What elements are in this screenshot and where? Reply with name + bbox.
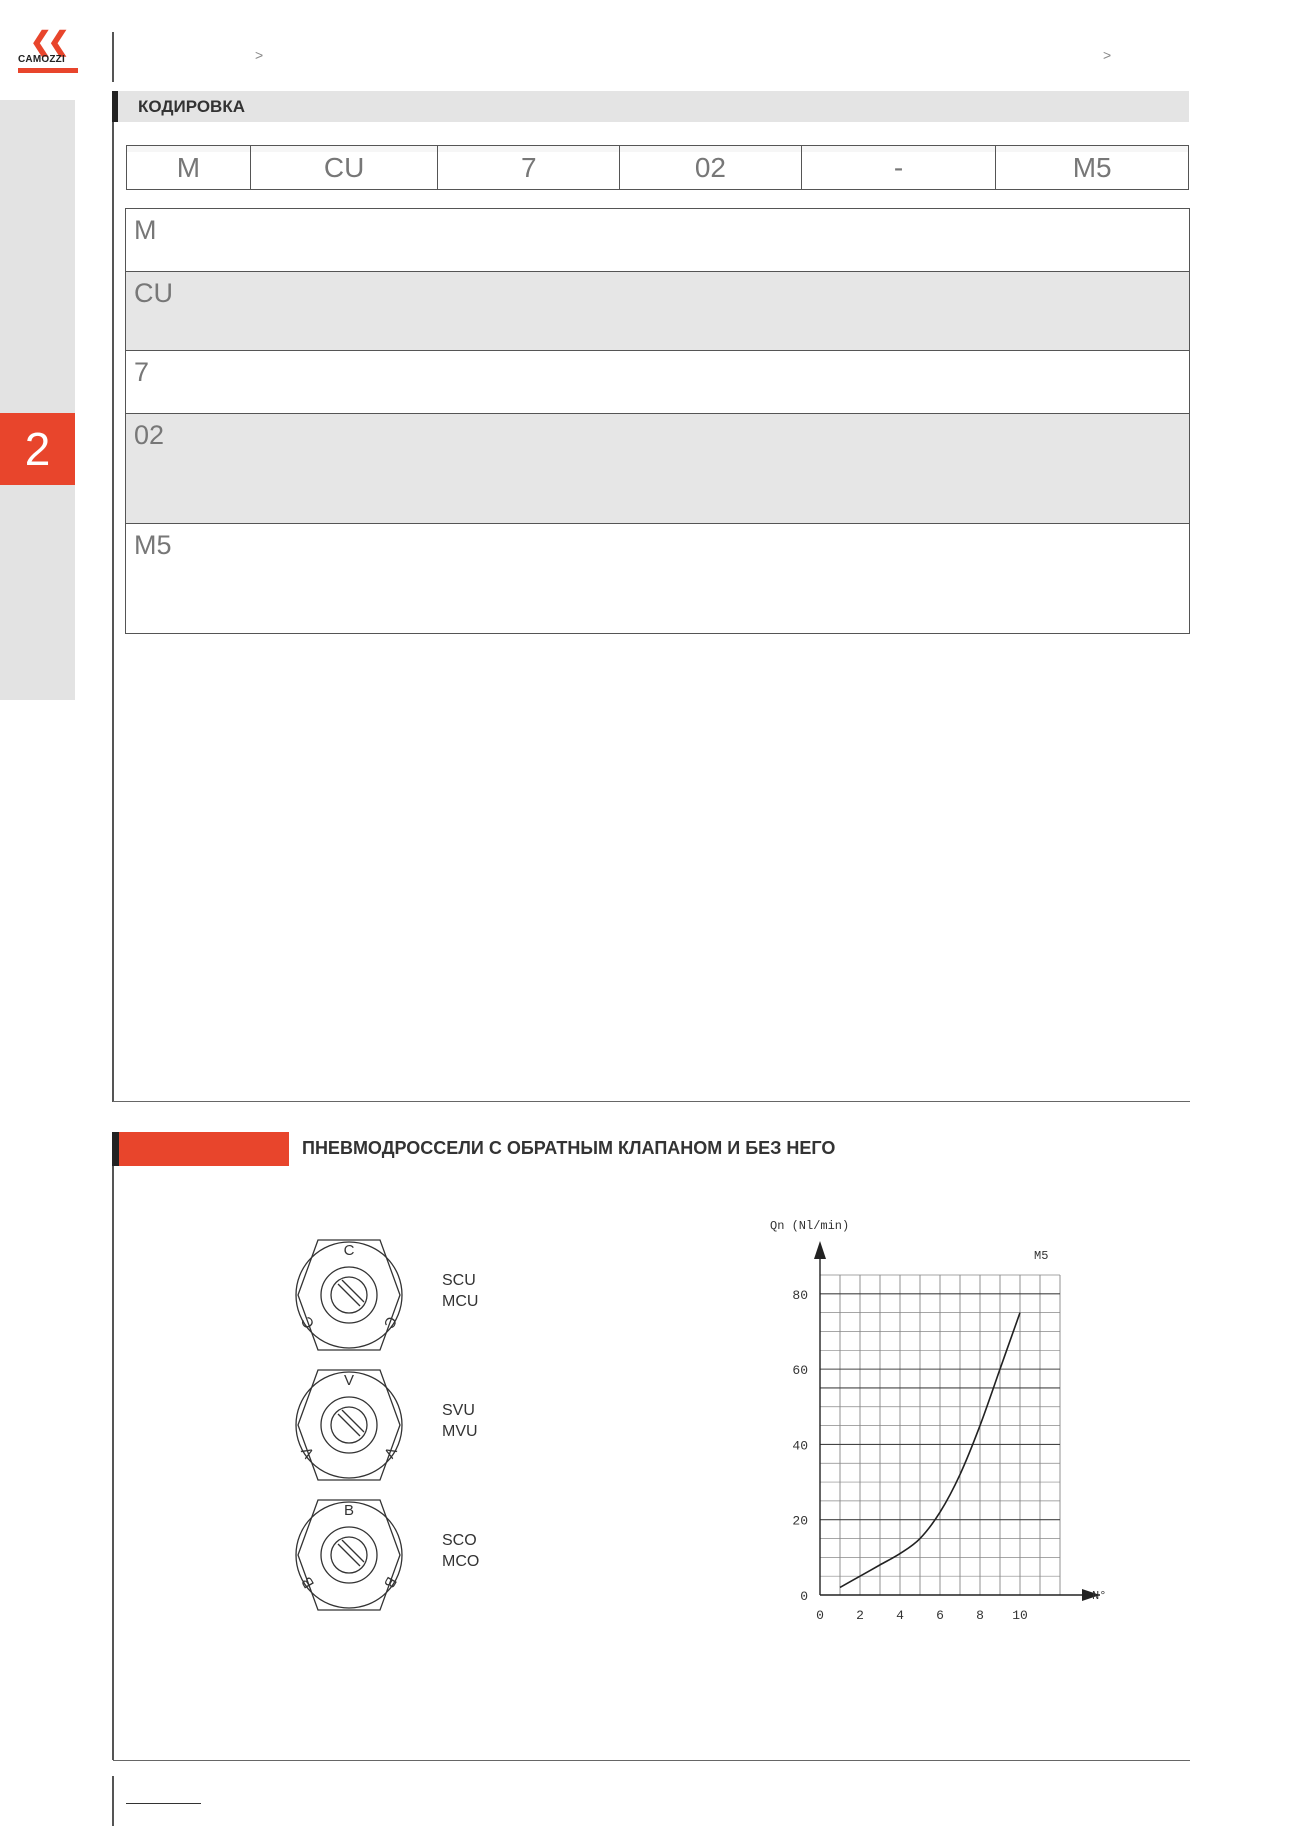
drawing-marking: C xyxy=(298,1313,319,1332)
table-row xyxy=(126,351,1189,414)
drawing-label: SVU xyxy=(442,1402,475,1419)
footer-rule xyxy=(126,1803,201,1804)
series-label-m5: M5 xyxy=(1034,1249,1049,1263)
drawing-marking: V xyxy=(343,1372,355,1389)
drawing-marking: C xyxy=(343,1242,355,1259)
y-axis-label: Qn (Nl/min) xyxy=(770,1219,850,1233)
code-cell: CU xyxy=(251,146,439,189)
y-tick-label: 20 xyxy=(792,1513,808,1529)
x-tick-label: 4 xyxy=(896,1608,904,1623)
frame-line-lower xyxy=(112,1132,114,1760)
adjustment-screw-drawings xyxy=(290,1235,530,1625)
camozzi-logo xyxy=(18,28,78,76)
x-tick-label: 6 xyxy=(936,1608,944,1623)
table-row xyxy=(126,524,1189,633)
chart-ticks xyxy=(792,1288,1027,1623)
drawing-label: SCU xyxy=(442,1272,476,1289)
code-cell: 7 xyxy=(438,146,620,189)
frame-line-upper xyxy=(112,91,114,1102)
table-row xyxy=(126,209,1189,272)
breadcrumb-separator: > xyxy=(255,47,264,63)
chart-grid xyxy=(820,1275,1060,1595)
drawing-marking: V xyxy=(298,1443,318,1461)
table-row xyxy=(126,272,1189,351)
series-line-m5 xyxy=(840,1313,1020,1588)
y-tick-label: 60 xyxy=(792,1363,808,1379)
code-cell: M5 xyxy=(996,146,1188,189)
drawing-marking: B xyxy=(298,1573,318,1591)
section-title: КОДИРОВКА xyxy=(138,97,245,116)
y-axis-arrow-icon xyxy=(814,1241,826,1259)
code-cell: - xyxy=(802,146,997,189)
coding-example-row xyxy=(126,145,1189,190)
frame-line-footer xyxy=(112,1776,114,1826)
row-code: CU xyxy=(134,278,173,308)
logo-text: CAMOZZI xyxy=(18,54,65,65)
row-code: 02 xyxy=(134,420,165,450)
section-title: ПНЕВМОДРОССЕЛИ С ОБРАТНЫМ КЛАПАНОМ И БЕЗ НЕГО xyxy=(302,1138,836,1158)
chart-axes xyxy=(814,1241,1100,1601)
x-tick-label: 10 xyxy=(1012,1608,1028,1623)
flow-chart xyxy=(760,1215,1140,1635)
x-tick-label: 0 xyxy=(816,1608,824,1623)
frame-line-top xyxy=(112,32,114,82)
drawing-vu xyxy=(296,1370,478,1480)
logo-bar xyxy=(18,68,78,73)
drawing-label: SCO xyxy=(442,1532,477,1549)
coding-description-table xyxy=(125,208,1190,634)
row-code: M5 xyxy=(134,530,172,560)
drawing-cu xyxy=(296,1240,478,1350)
drawing-co xyxy=(296,1500,479,1610)
drawing-marking: B xyxy=(343,1502,355,1519)
code-cell: 02 xyxy=(620,146,802,189)
section-header-coding xyxy=(112,91,1189,122)
y-tick-label: 80 xyxy=(792,1287,808,1303)
drawing-marking: C xyxy=(379,1313,400,1332)
row-code: M xyxy=(134,215,157,245)
frame-line-bottom xyxy=(113,1760,1190,1761)
breadcrumb-separator: > xyxy=(1103,47,1112,63)
y-tick-label: 40 xyxy=(792,1438,808,1454)
logo-mark-icon: ❮❮ xyxy=(30,26,66,56)
x-tick-label: 2 xyxy=(856,1608,864,1623)
drawing-label: MCO xyxy=(442,1553,480,1570)
drawing-marking: B xyxy=(380,1573,400,1591)
drawing-label: MCU xyxy=(442,1293,479,1310)
drawing-label: MVU xyxy=(442,1423,478,1440)
chapter-tab[interactable]: 2 xyxy=(0,413,75,485)
row-code: 7 xyxy=(134,357,150,387)
code-cell: M xyxy=(127,146,251,189)
table-row xyxy=(126,414,1189,524)
frame-line-mid xyxy=(113,1101,1190,1102)
section-header-bar xyxy=(112,1132,289,1166)
left-rail xyxy=(0,100,75,700)
drawing-marking: V xyxy=(380,1443,400,1461)
x-tick-label: 8 xyxy=(976,1608,984,1623)
x-axis-label: N° xyxy=(1092,1589,1107,1603)
y-tick-label: 0 xyxy=(800,1589,808,1604)
